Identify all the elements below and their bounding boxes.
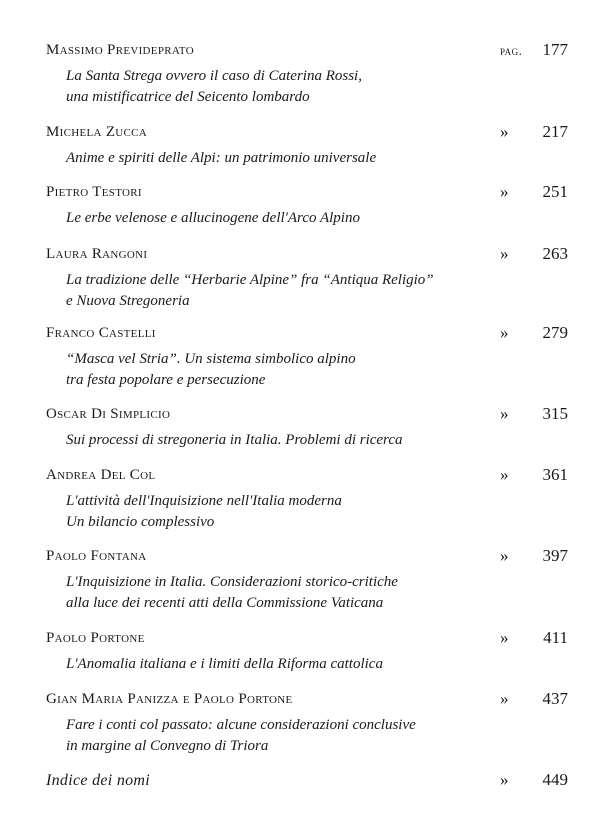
- entry-author: Paolo Portone: [46, 630, 145, 646]
- toc-entry: [46, 691, 568, 757]
- entry-author: Paolo Fontana: [46, 548, 147, 564]
- index-label: Indice dei nomi: [46, 772, 151, 789]
- entry-page-ref: [500, 770, 568, 790]
- entry-author: Franco Castelli: [46, 325, 156, 341]
- entry-page-ref: [500, 628, 568, 648]
- entry-title-line: e Nuova Stregoneria: [66, 293, 190, 309]
- page-marker: »: [500, 244, 509, 263]
- entry-title-line: Le erbe velenose e allucinogene dell'Arco Alpino: [66, 210, 360, 226]
- entry-page-ref: [500, 404, 568, 424]
- page-number: 177: [542, 40, 568, 59]
- page-marker: »: [500, 182, 509, 201]
- entry-title-line: una mistificatrice del Seicento lombardo: [66, 89, 310, 105]
- entry-title-line: Un bilancio complessivo: [66, 514, 215, 530]
- toc-entry: [46, 467, 568, 533]
- page-number: 217: [542, 122, 568, 141]
- page-marker: »: [500, 122, 509, 141]
- toc-entry: [46, 246, 568, 312]
- page-number: 397: [542, 546, 568, 565]
- entry-author: Pietro Testori: [46, 184, 142, 200]
- entry-page-ref: [500, 40, 568, 60]
- entry-title-line: Fare i conti col passato: alcune considerazioni conclusive: [66, 717, 416, 733]
- entry-author: Gian Maria Panizza e Paolo Portone: [46, 691, 293, 707]
- toc-entry: [46, 548, 568, 614]
- entry-title-line: Sui processi di stregoneria in Italia. Problemi di ricerca: [66, 432, 403, 448]
- page-number: 251: [542, 182, 568, 201]
- entry-title-line: Anime e spiriti delle Alpi: un patrimonio universale: [66, 150, 377, 166]
- toc-entry: [46, 406, 568, 451]
- entry-page-ref: [500, 546, 568, 566]
- entry-title-line: in margine al Convegno di Triora: [66, 738, 269, 754]
- page-marker: »: [500, 465, 509, 484]
- entry-page-ref: [500, 323, 568, 343]
- toc-entry-index: [46, 772, 568, 796]
- entry-title-line: tra festa popolare e persecuzione: [66, 372, 266, 388]
- toc-entry: [46, 630, 568, 675]
- entry-title-line: La tradizione delle “Herbarie Alpine” fra “Antiqua Religio”: [66, 272, 434, 288]
- entry-title-line: L'attività dell'Inquisizione nell'Italia moderna: [66, 493, 342, 509]
- page-number: 449: [542, 770, 568, 789]
- entry-page-ref: [500, 465, 568, 485]
- page-number: 263: [542, 244, 568, 263]
- entry-page-ref: [500, 122, 568, 142]
- entry-author: Michela Zucca: [46, 124, 148, 140]
- entry-page-ref: [500, 244, 568, 264]
- entry-title-line: “Masca vel Stria”. Un sistema simbolico alpino: [66, 351, 356, 367]
- entry-author: Oscar Di Simplicio: [46, 406, 171, 422]
- page-marker: »: [500, 323, 509, 342]
- entry-page-ref: [500, 689, 568, 709]
- page-number: 361: [542, 465, 568, 484]
- page-number: 315: [542, 404, 568, 423]
- page-number: 411: [543, 628, 568, 647]
- page-marker: »: [500, 628, 509, 647]
- page-number: 437: [542, 689, 568, 708]
- toc-entry: [46, 124, 568, 169]
- toc-entry: [46, 184, 568, 229]
- page-marker: pag.: [500, 43, 523, 58]
- page-marker: »: [500, 404, 509, 423]
- entry-author: Massimo Prevideprato: [46, 42, 194, 58]
- toc-entry: [46, 325, 568, 391]
- entry-author: Andrea Del Col: [46, 467, 156, 483]
- page-marker: »: [500, 689, 509, 708]
- page-number: 279: [542, 323, 568, 342]
- entry-title-line: L'Inquisizione in Italia. Considerazioni storico-critiche: [66, 574, 398, 590]
- entry-author: Laura Rangoni: [46, 246, 148, 262]
- entry-title-line: L'Anomalia italiana e i limiti della Riforma cattolica: [66, 656, 383, 672]
- page-marker: »: [500, 546, 509, 565]
- entry-page-ref: [500, 182, 568, 202]
- page-marker: »: [500, 770, 509, 789]
- entry-title-line: alla luce dei recenti atti della Commissione Vaticana: [66, 595, 384, 611]
- entry-title-line: La Santa Strega ovvero il caso di Caterina Rossi,: [66, 68, 362, 84]
- toc-entry: [46, 42, 568, 108]
